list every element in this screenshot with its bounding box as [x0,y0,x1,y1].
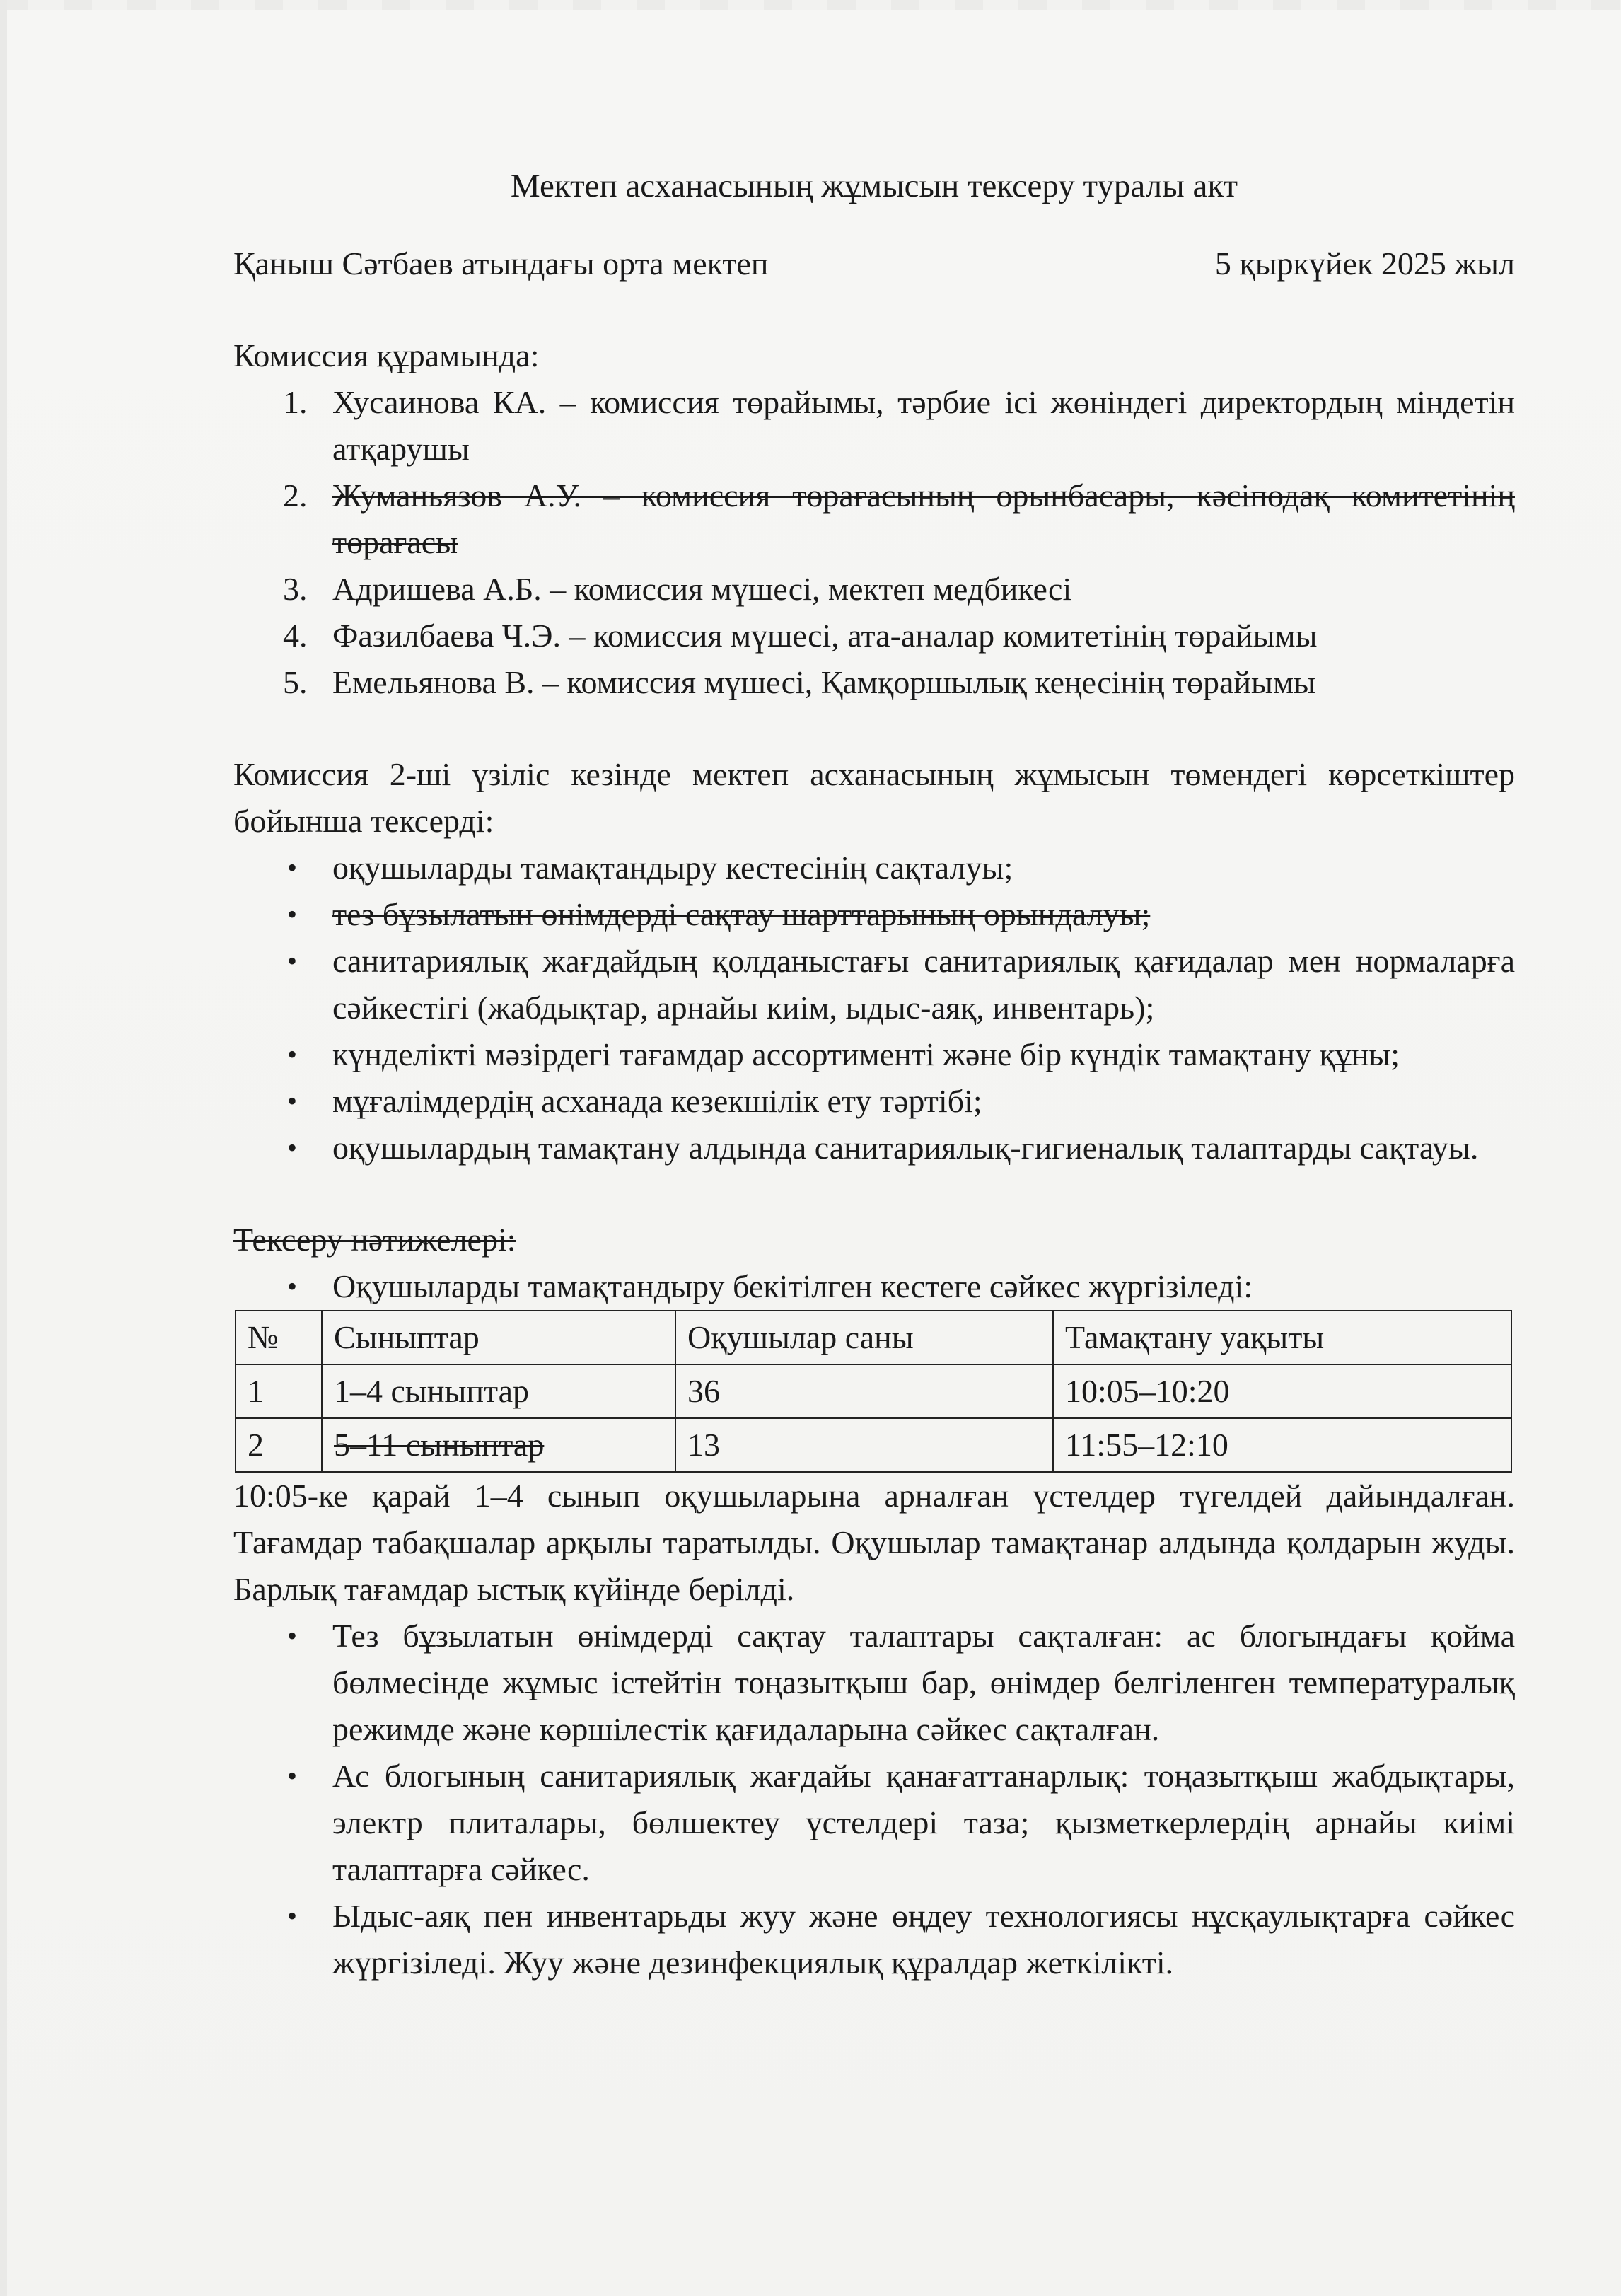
list-item: • оқушыларды тамақтандыру кестесінің сақталуы; [287,850,1013,886]
header-meta [233,240,1515,287]
table-cell: 36 [675,1364,1053,1418]
school-name: Қаныш Сәтбаев атындағы орта мектеп [233,245,769,282]
list-item: 3. Адришева А.Б. – комиссия мүшесі, мектеп медбикесі [283,571,1072,607]
document-title: Мектеп асханасының жұмысын тексеру туралы акт [510,168,1238,204]
inspection-intro: Комиссия 2-ші үзіліс кезінде мектеп асханасының жұмысын төмендегі көрсеткіштер бойынша тексерді: [233,756,1515,839]
table-cell: 11:55–12:10 [1053,1418,1511,1472]
document-body [233,163,1515,1986]
list-item: 1. Хусаинова КА. – комиссия төрайымы, тәрбие ісі жөніндегі директордың міндетін атқарушы [283,384,1515,467]
findings-list [233,1613,1515,1986]
table-row [236,1418,1511,1472]
table-cell: 13 [675,1418,1053,1472]
list-item: • Оқушыларды тамақтандыру бекітілген кестеге сәйкес жүргізіледі: [287,1268,1253,1304]
table-header: Оқушылар саны [675,1311,1053,1364]
list-item: • мұғалімдердің асханада кезекшілік ету тәртібі; [287,1083,982,1119]
table-row [236,1364,1511,1418]
results-first-list [233,1263,1515,1310]
table-cell: 1 [236,1364,322,1418]
table-cell: 2 [236,1418,322,1472]
list-item: • санитариялық жағдайдың қолданыстағы санитариялық қағидалар мен нормаларға сәйкестігі (жабдықтар, арнайы киім, ыдыс-аяқ, инвентарь); [287,943,1515,1026]
list-item: • Ас блогының санитариялық жағдайы қанағаттанарлық: тоңазытқыш жабдықтары, электр плиталары, бөлшектеу үстелдері таза; қызметкерлердің арнайы киімі талаптарға сәйкес. [287,1758,1515,1887]
list-item: • Тез бұзылатын өнімдерді сақтау талаптары сақталған: ас блогындағы қойма бөлмесінде жұмыс істейтін тоңазытқыш бар, өнімдер белгіленген температуралық режимде және көршілестік қағидаларына сәйкес сақталған. [287,1618,1515,1747]
list-item: • тез бұзылатын өнімдерді сақтау шарттарының орындалуы; [287,896,1151,932]
after-table-paragraph: 10:05-ке қарай 1–4 сынып оқушыларына арналған үстелдер түгелдей дайындалған. Тағамдар табақшалар арқылы таратылды. Оқушылар тамақтанар алдында қолдарын жуды. Барлық тағамдар ыстық күйінде берілді. [233,1478,1515,1607]
list-item: • күнделікті мәзірдегі тағамдар ассортименті және бір күндік тамақтану құны; [287,1036,1400,1072]
list-item: 5. Емельянова В. – комиссия мүшесі, Қамқоршылық кеңесінің төрайымы [283,664,1315,700]
document-date: 5 қыркүйек 2025 жыл [1214,245,1515,282]
table-header: Сыныптар [322,1311,675,1364]
results-heading: Тексеру нәтижелері: [233,1222,516,1258]
feeding-schedule-table [235,1310,1512,1473]
table-cell: 5–11 сыныптар [322,1418,675,1472]
list-item: 4. Фазилбаева Ч.Э. – комиссия мүшесі, ата-аналар комитетінің төрайымы [283,618,1318,654]
list-item: • оқушылардың тамақтану алдында санитариялық-гигиеналық талаптарды сақтауы. [287,1130,1479,1166]
scan-edge-top [0,0,1621,10]
table-header-row [236,1311,1511,1364]
table-cell: 1–4 сыныптар [322,1364,675,1418]
list-item: 2. Жуманьязов А.У. – комиссия төрағасының орынбасары, кәсіподақ комитетінің төрағасы [283,477,1515,560]
inspection-criteria [233,845,1515,1171]
commission-heading: Комиссия құрамында: [233,337,540,373]
table-cell: 10:05–10:20 [1053,1364,1511,1418]
scan-edge-left [0,0,7,2296]
list-item: • Ыдыс-аяқ пен инвентарьды жуу және өңдеу технологиясы нұсқаулықтарға сәйкес жүргізіледі. Жуу және дезинфекциялық құралдар жеткілікті. [287,1898,1515,1981]
table-header: № [236,1311,322,1364]
commission-members [233,379,1515,706]
table-header: Тамақтану уақыты [1053,1311,1511,1364]
